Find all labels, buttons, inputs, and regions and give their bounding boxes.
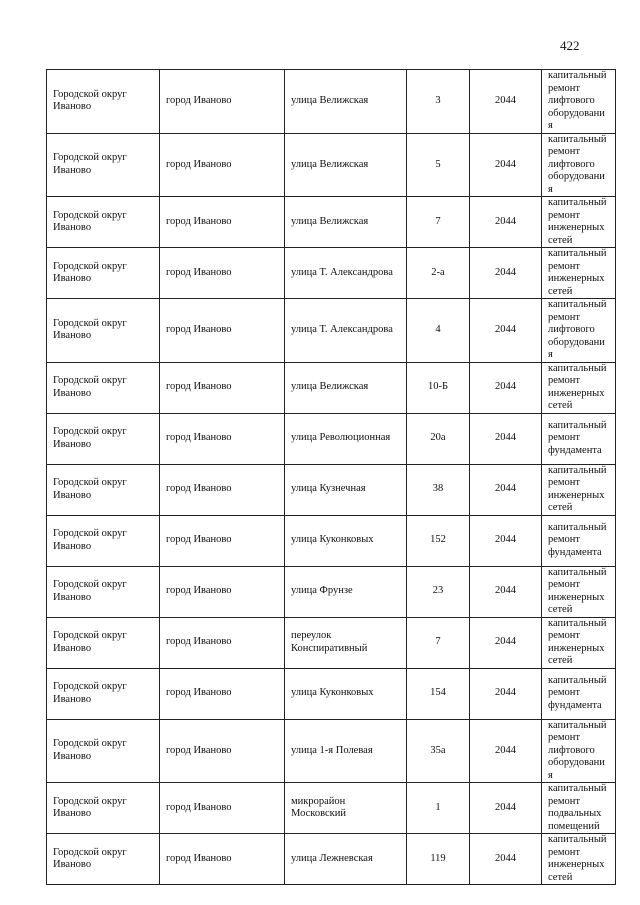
district-cell xyxy=(47,197,160,248)
year-cell xyxy=(470,515,542,566)
table-row xyxy=(47,515,616,566)
street-text: улица Т. Александрова xyxy=(291,266,393,278)
year-text: 2044 xyxy=(495,852,516,864)
house-number-cell xyxy=(407,783,470,834)
table-row xyxy=(47,133,616,197)
house-number-cell xyxy=(407,133,470,197)
street-cell xyxy=(285,464,407,515)
house-number-cell xyxy=(407,362,470,413)
city-cell xyxy=(160,617,285,668)
city-text: город Иваново xyxy=(166,534,232,546)
house-number-text: 2-а xyxy=(431,266,445,278)
city-text: город Иваново xyxy=(166,852,232,864)
district-text: Городской округ Иваново xyxy=(53,795,127,819)
work-type-cell xyxy=(542,133,616,197)
city-cell xyxy=(160,834,285,885)
work-type-cell xyxy=(542,464,616,515)
street-cell xyxy=(285,70,407,134)
district-cell xyxy=(47,362,160,413)
city-cell xyxy=(160,515,285,566)
house-number-cell xyxy=(407,70,470,134)
house-number-cell xyxy=(407,413,470,464)
street-cell xyxy=(285,515,407,566)
city-cell xyxy=(160,70,285,134)
district-text: Городской округ Иваново xyxy=(53,152,127,176)
city-cell xyxy=(160,719,285,783)
house-number-cell xyxy=(407,299,470,363)
year-cell xyxy=(470,668,542,719)
city-cell xyxy=(160,248,285,299)
house-number-cell xyxy=(407,834,470,885)
city-text: город Иваново xyxy=(166,585,232,597)
work-type-text: капитальный ремонт подвальных помещений xyxy=(548,783,607,832)
street-text: переулок Конспиративный xyxy=(291,630,368,654)
work-type-text: капитальный ремонт инженерных сетей xyxy=(548,197,607,246)
work-type-cell xyxy=(542,617,616,668)
street-text: улица Куконковых xyxy=(291,534,374,546)
district-text: Городской округ Иваново xyxy=(53,477,127,501)
work-type-text: капитальный ремонт лифтового оборудования xyxy=(548,70,607,131)
district-cell xyxy=(47,834,160,885)
work-type-text: капитальный ремонт инженерных сетей xyxy=(548,566,607,615)
street-text: улица 1-я Полевая xyxy=(291,744,373,756)
street-cell xyxy=(285,299,407,363)
district-cell xyxy=(47,413,160,464)
district-cell xyxy=(47,566,160,617)
district-text: Городской округ Иваново xyxy=(53,426,127,450)
house-number-text: 1 xyxy=(435,801,441,813)
district-text: Городской округ Иваново xyxy=(53,88,127,113)
street-text: улица Лежневская xyxy=(291,852,373,864)
district-cell xyxy=(47,719,160,783)
street-cell xyxy=(285,133,407,197)
year-cell xyxy=(470,719,542,783)
city-cell xyxy=(160,133,285,197)
work-type-text: капитальный ремонт инженерных сетей xyxy=(548,617,607,666)
city-cell xyxy=(160,362,285,413)
city-text: город Иваново xyxy=(166,687,232,699)
house-number-text: 7 xyxy=(435,215,441,227)
house-number-text: 4 xyxy=(435,324,441,335)
work-type-text: капитальный ремонт инженерных сетей xyxy=(548,248,607,297)
year-text: 2044 xyxy=(495,534,516,546)
house-number-text: 5 xyxy=(435,158,441,170)
work-type-cell xyxy=(542,299,616,363)
year-text: 2044 xyxy=(495,483,516,495)
table-body xyxy=(47,70,616,885)
year-cell xyxy=(470,70,542,134)
house-number-text: 152 xyxy=(430,534,446,546)
house-number-text: 35а xyxy=(430,744,446,756)
year-text: 2044 xyxy=(495,158,516,170)
district-text: Городской округ Иваново xyxy=(53,375,127,399)
year-text: 2044 xyxy=(495,95,516,106)
city-text: город Иваново xyxy=(166,636,232,648)
year-cell xyxy=(470,834,542,885)
table-row xyxy=(47,413,616,464)
district-cell xyxy=(47,133,160,197)
year-text: 2044 xyxy=(495,585,516,597)
city-text: город Иваново xyxy=(166,266,232,278)
table-row xyxy=(47,617,616,668)
house-number-cell xyxy=(407,464,470,515)
city-text: город Иваново xyxy=(166,95,232,106)
house-number-cell xyxy=(407,248,470,299)
table-row xyxy=(47,668,616,719)
house-number-text: 38 xyxy=(432,483,444,495)
city-cell xyxy=(160,413,285,464)
work-type-text: капитальный ремонт лифтового оборудования xyxy=(548,719,607,781)
year-cell xyxy=(470,133,542,197)
street-cell xyxy=(285,617,407,668)
table-row xyxy=(47,70,616,134)
district-text: Городской округ Иваново xyxy=(53,260,127,284)
city-text: город Иваново xyxy=(166,381,232,393)
work-type-cell xyxy=(542,70,616,134)
repair-schedule-table xyxy=(46,69,616,885)
city-text: город Иваново xyxy=(166,744,232,756)
year-text: 2044 xyxy=(495,215,516,227)
year-text: 2044 xyxy=(495,687,516,699)
city-text: город Иваново xyxy=(166,432,232,444)
street-cell xyxy=(285,668,407,719)
page-number: 422 xyxy=(560,38,580,53)
work-type-text: капитальный ремонт инженерных сетей xyxy=(548,464,607,513)
street-text: улица Т. Александрова xyxy=(291,324,393,335)
work-type-text: капитальный ремонт фундамента xyxy=(548,419,607,456)
year-cell xyxy=(470,299,542,363)
work-type-cell xyxy=(542,719,616,783)
table-row xyxy=(47,783,616,834)
work-type-text: капитальный ремонт лифтового оборудования xyxy=(548,299,607,360)
district-cell xyxy=(47,783,160,834)
work-type-cell xyxy=(542,515,616,566)
city-cell xyxy=(160,464,285,515)
year-cell xyxy=(470,197,542,248)
district-text: Городской округ Иваново xyxy=(53,317,127,342)
house-number-text: 20а xyxy=(430,432,446,444)
city-cell xyxy=(160,197,285,248)
year-cell xyxy=(470,248,542,299)
district-text: Городской округ Иваново xyxy=(53,681,127,705)
district-cell xyxy=(47,70,160,134)
work-type-text: капитальный ремонт лифтового оборудования xyxy=(548,133,607,195)
street-cell xyxy=(285,248,407,299)
work-type-cell xyxy=(542,248,616,299)
street-text: улица Куконковых xyxy=(291,687,374,699)
district-text: Городской округ Иваново xyxy=(53,209,127,233)
year-cell xyxy=(470,617,542,668)
district-cell xyxy=(47,464,160,515)
house-number-cell xyxy=(407,197,470,248)
table-row xyxy=(47,464,616,515)
year-cell xyxy=(470,413,542,464)
house-number-text: 3 xyxy=(435,95,441,106)
city-text: город Иваново xyxy=(166,324,232,335)
house-number-cell xyxy=(407,617,470,668)
district-text: Городской округ Иваново xyxy=(53,579,127,603)
street-text: улица Фрунзе xyxy=(291,585,353,597)
work-type-cell xyxy=(542,362,616,413)
year-cell xyxy=(470,566,542,617)
street-text: улица Кузнечная xyxy=(291,483,366,495)
year-text: 2044 xyxy=(495,324,516,335)
year-text: 2044 xyxy=(495,432,516,444)
city-text: город Иваново xyxy=(166,215,232,227)
work-type-text: капитальный ремонт инженерных сетей xyxy=(548,362,607,411)
year-text: 2044 xyxy=(495,744,516,756)
year-cell xyxy=(470,464,542,515)
street-text: улица Велижская xyxy=(291,215,369,227)
year-text: 2044 xyxy=(495,266,516,278)
table-row xyxy=(47,566,616,617)
work-type-text: капитальный ремонт инженерных сетей xyxy=(548,834,607,883)
street-cell xyxy=(285,834,407,885)
street-cell xyxy=(285,197,407,248)
street-cell xyxy=(285,413,407,464)
work-type-text: капитальный ремонт фундамента xyxy=(548,674,607,711)
street-cell xyxy=(285,719,407,783)
street-text: улица Революционная xyxy=(291,432,391,444)
table-row xyxy=(47,719,616,783)
house-number-text: 10-Б xyxy=(427,381,449,393)
house-number-text: 154 xyxy=(430,687,446,699)
year-cell xyxy=(470,362,542,413)
city-cell xyxy=(160,299,285,363)
district-text: Городской округ Иваново xyxy=(53,846,127,870)
year-cell xyxy=(470,783,542,834)
city-cell xyxy=(160,783,285,834)
year-text: 2044 xyxy=(495,381,516,393)
street-text: улица Велижская xyxy=(291,381,369,393)
house-number-text: 7 xyxy=(435,636,441,648)
city-cell xyxy=(160,566,285,617)
house-number-text: 23 xyxy=(432,585,444,597)
table-row xyxy=(47,834,616,885)
house-number-cell xyxy=(407,566,470,617)
street-text: улица Велижская xyxy=(291,158,369,170)
street-text: улица Велижская xyxy=(291,95,369,106)
district-cell xyxy=(47,248,160,299)
street-cell xyxy=(285,566,407,617)
table-row xyxy=(47,197,616,248)
work-type-cell xyxy=(542,834,616,885)
district-text: Городской округ Иваново xyxy=(53,528,127,552)
house-number-cell xyxy=(407,668,470,719)
work-type-cell xyxy=(542,668,616,719)
district-cell xyxy=(47,668,160,719)
street-cell xyxy=(285,362,407,413)
street-cell xyxy=(285,783,407,834)
work-type-text: капитальный ремонт фундамента xyxy=(548,521,607,558)
work-type-cell xyxy=(542,197,616,248)
year-text: 2044 xyxy=(495,801,516,813)
city-text: город Иваново xyxy=(166,801,232,813)
house-number-cell xyxy=(407,719,470,783)
district-cell xyxy=(47,299,160,363)
district-cell xyxy=(47,617,160,668)
city-text: город Иваново xyxy=(166,158,232,170)
work-type-cell xyxy=(542,413,616,464)
district-cell xyxy=(47,515,160,566)
district-text: Городской округ Иваново xyxy=(53,738,127,762)
year-text: 2044 xyxy=(495,636,516,648)
table-row xyxy=(47,248,616,299)
district-text: Городской округ Иваново xyxy=(53,630,127,654)
work-type-cell xyxy=(542,783,616,834)
city-cell xyxy=(160,668,285,719)
street-text: микрорайон Московский xyxy=(291,795,346,819)
table-row xyxy=(47,362,616,413)
city-text: город Иваново xyxy=(166,483,232,495)
table-row xyxy=(47,299,616,363)
house-number-text: 119 xyxy=(430,852,446,864)
house-number-cell xyxy=(407,515,470,566)
work-type-cell xyxy=(542,566,616,617)
